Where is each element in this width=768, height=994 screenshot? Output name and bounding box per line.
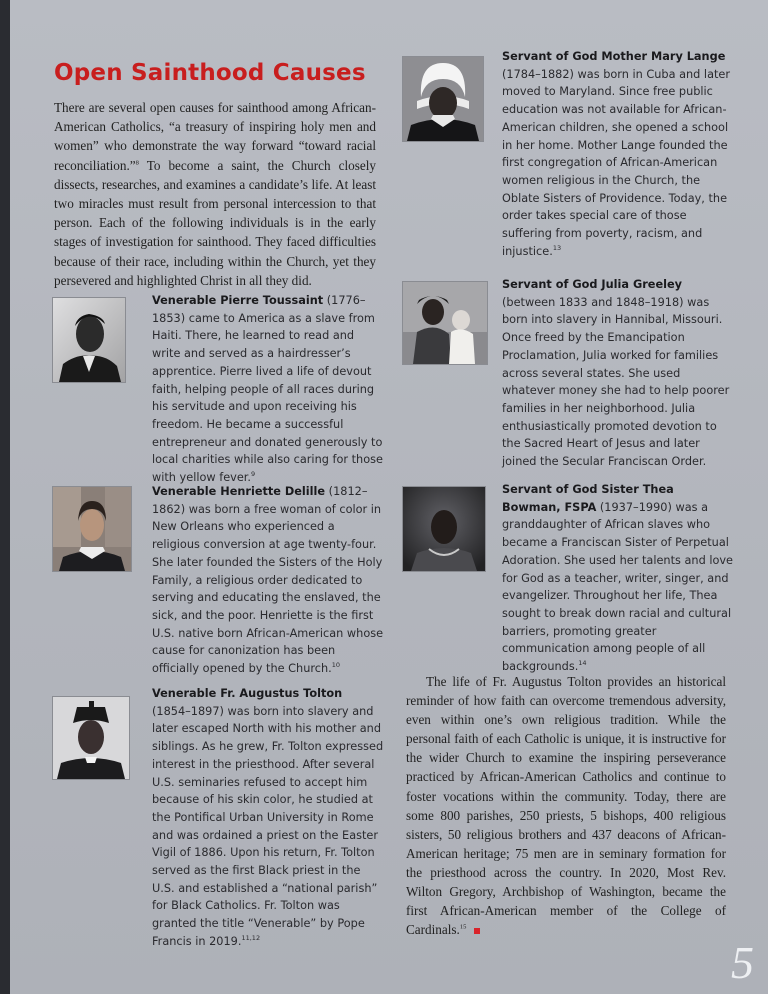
bio-mary-lange [502, 48, 734, 260]
portrait-engraving-icon [53, 298, 125, 382]
bio-text: (between 1833 and 1848–1918) was born into slavery in Hannibal, Missouri. Once freed by the Emancipation Proclamation, Julia worked for families across several states. She used whatever money she had to help poorer families in her neighborhood. Julia enthusiastically promoted devotion to the Sacred Heart of Jesus and later joined the Secular Franciscan Order. [502, 295, 730, 469]
portrait-photo-icon [403, 57, 483, 141]
bio-name: Servant of God Julia Greeley [502, 278, 683, 291]
bio-julia-greeley [502, 276, 734, 471]
bio-name: Venerable Henriette Delille [152, 485, 326, 498]
end-of-article-mark-icon [474, 928, 480, 934]
intro-footnote-ref: 8 [135, 159, 139, 167]
footnote-ref: 9 [250, 470, 256, 479]
footnote-ref: 13 [552, 243, 562, 252]
closing-paragraph [406, 672, 726, 939]
portrait-augustus-tolton [52, 696, 130, 780]
bio-text: (1812–1862) was born a free woman of color in New Orleans who experienced a religious conversion at age twenty-four. She later founded the Sisters of the Holy Family, a religious order dedicated to serving and educating the enslaved, the sick, and the poor. Henriette is the first U.S. native born African-American whose cause for canonization has been officially opened by the Church. [152, 485, 384, 676]
footnote-ref: 11,12 [241, 934, 261, 943]
page-number: 5 [731, 937, 754, 988]
portrait-pierre-toussaint [52, 297, 126, 383]
page-title: Open Sainthood Causes [54, 60, 366, 86]
bio-text: (1937–1990) was a granddaughter of African slaves who became a Franciscan Sister of Perpetual Adoration. She used her talents and love for God as a teacher, writer, singer, and evangelizer. Throughout her life, Thea sought to break down racial and cultural barriers, promoting greater communication among people of all backgrounds. [502, 500, 734, 674]
portrait-photo-icon [53, 697, 129, 779]
footnote-ref: 14 [578, 659, 587, 668]
bio-augustus-tolton [152, 685, 384, 951]
portrait-photo-icon [403, 487, 485, 571]
bio-name: Servant of God Mother Mary Lange [502, 50, 726, 63]
portrait-julia-greeley [402, 281, 488, 365]
portrait-thea-bowman [402, 486, 486, 572]
intro-text-continued: To become a saint, the Church closely dissects, researches, and examines a candidate’s life. At least two miracles must result from personal intercession to that person. Each of the following individuals is in the early stages of investigation for sainthood. They faced difficulties because of their race, including within the Church, yet they persevered and highlighted Christ in all they did. [54, 157, 376, 288]
closing-text: The life of Fr. Augustus Tolton provides an historical reminder of how faith can overcome tremendous adversity, even within one’s own religious tradition. While the personal faith of each Catholic is unique, it is instructive for the wider Church to examine the inspiring perseverance practiced by African-American Catholics and continue to foster vocations within the community. Today, there are some 800 parishes, 250 priests, 5 bishops, 400 religious sisters, 50 religious brothers and 437 deacons of African-American heritage; 75 men are in seminary formation for the priesthood across the country. In 2020, Most Rev. Wilton Gregory, Archbishop of Washington, became the first African-American member of the College of Cardinals. [406, 674, 726, 938]
footnote-ref: 10 [331, 661, 340, 670]
portrait-photo-icon [403, 282, 487, 364]
bio-thea-bowman [502, 481, 734, 676]
portrait-henriette-delille [52, 486, 132, 572]
footer-dashes [480, 988, 630, 994]
intro-text: There are several open causes for sainthood among African-American Catholics, “a treasury of inspiring holy men and women” who demonstrate the way forward “toward racial reconciliation.” [54, 100, 376, 173]
document-page [10, 0, 768, 994]
bio-name: Servant of God Sister Thea Bowman, FSPA [502, 483, 674, 514]
bio-henriette-delille [152, 483, 384, 678]
bio-text: (1784–1882) was born in Cuba and later moved to Maryland. Since free public education was not available for African-American children, she opened a school in her home. Mother Lange founded the first congregation of African-American women religious in the Church, the Oblate Sisters of Providence. Today, the order takes special care of those suffering from poverty, racism, and injustice. [502, 67, 731, 258]
bio-name: Venerable Pierre Toussaint [152, 294, 324, 307]
portrait-painting-icon [53, 487, 131, 571]
bio-pierre-toussaint [152, 292, 384, 487]
bio-name: Venerable Fr. Augustus Tolton [152, 687, 343, 700]
bio-text: (1854–1897) was born into slavery and later escaped North with his mother and siblings. As he grew, Fr. Tolton expressed interest in the priesthood. After several U.S. seminaries refused to accept him because of his skin color, he studied at the Pontifical Urban University in Rome and was ordained a priest on the Easter Vigil of 1886. Upon his return, Fr. Tolton served as the first Black priest in the U.S. and established a “national parish” for Black Catholics. Fr. Tolton was granted the title “Venerable” by Pope Francis in 2019. [152, 704, 384, 948]
closing-footnote-ref: 15 [459, 923, 467, 931]
bio-text: (1776–1853) came to America as a slave from Haiti. There, he learned to read and write and served as a hairdresser’s apprentice. Pierre lived a life of devout faith, helping people of all races during his servitude and upon receiving his freedom. He became a successful entrepreneur and donated generously to local charities while also caring for those with yellow fever. [152, 294, 383, 485]
intro-paragraph [54, 98, 376, 290]
portrait-mary-lange [402, 56, 484, 142]
